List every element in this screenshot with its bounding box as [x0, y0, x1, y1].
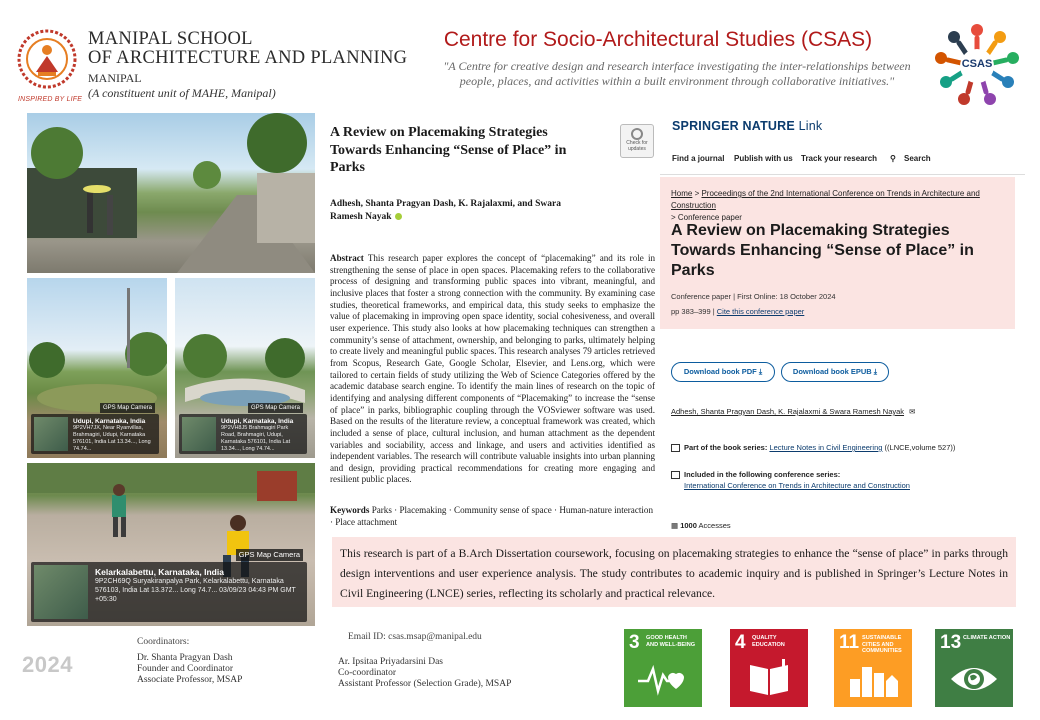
book-icon	[744, 659, 794, 699]
springer-link-page	[660, 112, 1025, 537]
city-icon	[848, 659, 898, 699]
breadcrumb: Home > Proceedings of the 2nd International Conference on Trends in Architecture and Construction > Conference paper	[671, 189, 980, 222]
park-photo-pathway	[27, 113, 315, 273]
gps-text	[95, 568, 303, 604]
accesses-label: Accesses	[698, 521, 731, 530]
download-icon: ⤓	[758, 367, 763, 376]
conference-series-icon	[671, 471, 680, 479]
gps-map-thumbnail	[182, 417, 216, 451]
park-photo-udupi-1	[27, 278, 167, 458]
sdg-number: 3	[629, 632, 640, 653]
meta-pages: pp 383–399 |	[671, 307, 715, 316]
park-photo-kelarkalabettu	[27, 463, 315, 626]
sdg-4-badge	[730, 629, 808, 707]
paper-authors-text: Adhesh, Shanta Pragyan Dash, K. Rajalaxmi, and Swara Ramesh Nayak	[330, 199, 561, 222]
mail-icon[interactable]: ✉	[909, 407, 916, 416]
sdg-3-badge	[624, 629, 702, 707]
gps-badge: GPS Map Camera	[100, 403, 155, 413]
check-updates-label: Check for updates	[626, 140, 648, 152]
breadcrumb-type: Conference paper	[677, 213, 742, 222]
csas-logo-label: CSAS	[961, 58, 993, 70]
coordinators-heading: Coordinators:	[137, 637, 190, 647]
msap-header	[16, 26, 436, 106]
school-name-line-1: MANIPAL SCHOOL	[88, 29, 253, 49]
check-updates-icon	[631, 128, 643, 140]
coordinator-1-role: Founder and Coordinator	[137, 664, 234, 674]
sdg-11-badge	[834, 629, 912, 707]
series-label: Part of the book series:	[684, 443, 768, 452]
search-icon[interactable]: ⚲	[890, 154, 896, 163]
msap-logo-icon	[16, 28, 78, 90]
pathway-scene	[27, 113, 315, 273]
breadcrumb-home[interactable]: Home	[671, 189, 693, 198]
series-link[interactable]: Lecture Notes in Civil Engineering	[769, 443, 883, 452]
sdg-label: QUALITY EDUCATION	[752, 635, 785, 648]
year-label: 2024	[22, 652, 73, 677]
coordinator-2-role: Co-coordinator	[338, 668, 397, 678]
sdg-number: 13	[940, 632, 962, 653]
gps-details: 9P2VH7JX, Near Ryanvillas, Brahmagiri, Udupi, Karnataka 576101, India Lat 13.34..., Long 74.74...	[73, 425, 151, 452]
springer-logo-bold: SPRINGER NATURE	[672, 119, 795, 133]
keywords-text: Parks · Placemaking · Community sense of space · Human-nature interaction · Place attachment	[330, 505, 654, 527]
springer-logo[interactable]	[672, 119, 822, 133]
breadcrumb-proceedings[interactable]: Proceedings of the 2nd International Conference on Trends in Architecture and Construction	[671, 189, 980, 210]
gps-card	[31, 550, 307, 622]
gps-map-thumbnail	[34, 417, 68, 451]
centre-title: Centre for Socio-Architectural Studies (CSAS)	[443, 28, 873, 51]
book-series-icon	[671, 444, 680, 452]
download-icon: ⤓	[873, 367, 878, 376]
coordinator-2	[338, 657, 511, 690]
springer-logo-light: Link	[798, 119, 823, 133]
orcid-icon	[395, 213, 402, 220]
sdg-label: GOOD HEALTH AND WELL-BEING	[646, 635, 696, 648]
heartbeat-icon	[638, 659, 688, 699]
gps-place: Udupi, Karnataka, India	[73, 418, 146, 425]
conf-link[interactable]: International Conference on Trends in Architecture and Construction	[684, 481, 910, 490]
download-pdf-label: Download book PDF	[683, 367, 757, 376]
paper-title: A Review on Placemaking Strategies Towards Enhancing “Sense of Place” in Parks	[330, 125, 567, 175]
springer-authors-text[interactable]: Adhesh, Shanta Pragyan Dash, K. Rajalaxmi & Swara Ramesh Nayak	[671, 407, 905, 416]
conference-series	[671, 469, 1016, 491]
sdg-number: 11	[839, 632, 860, 653]
paper-first-page	[330, 118, 655, 538]
gps-text	[221, 418, 303, 453]
school-city: MANIPAL	[88, 71, 142, 85]
paper-keywords	[330, 504, 655, 528]
paper-authors	[330, 198, 590, 224]
gps-map-thumbnail	[34, 565, 88, 619]
coordinator-2-name: Ar. Ipsitaa Priyadarsini Das	[338, 657, 444, 667]
gps-place: Udupi, Karnataka, India	[221, 418, 294, 425]
centre-quote: "A Centre for creative design and research interface investigating the inter-relationships between people, places, and activities within a built environment through collaborative initiatives."	[443, 59, 911, 88]
gps-card	[179, 405, 307, 454]
school-name	[88, 30, 407, 68]
article-title: A Review on Placemaking Strategies Towards Enhancing “Sense of Place” in Parks	[671, 222, 974, 279]
logo-tagline: INSPIRED BY LIFE	[18, 96, 83, 103]
nav-publish[interactable]: Publish with us	[734, 154, 793, 163]
cite-link[interactable]: Cite this conference paper	[716, 307, 805, 316]
coordinator-1-title: Associate Professor, MSAP	[137, 675, 243, 685]
gps-place: Kelarkalabettu, Karnataka, India	[95, 567, 224, 577]
nav-track-research[interactable]: Track your research	[801, 154, 878, 163]
download-pdf-button[interactable]	[671, 362, 775, 382]
gps-badge: GPS Map Camera	[236, 549, 303, 561]
keywords-label: Keywords	[330, 505, 370, 515]
nav-find-journal[interactable]: Find a journal	[672, 154, 725, 163]
book-series	[671, 442, 1016, 453]
paper-abstract	[330, 253, 655, 486]
gps-text	[73, 418, 155, 453]
accesses-metric	[671, 521, 731, 530]
article-meta	[671, 289, 836, 319]
gps-badge: GPS Map Camera	[248, 403, 303, 413]
gps-card	[31, 405, 159, 454]
springer-authors[interactable]	[671, 407, 1016, 416]
chart-icon: ▦	[671, 521, 679, 530]
conf-label: Included in the following conference series:	[684, 470, 841, 479]
accesses-count: 1000	[680, 521, 697, 530]
gps-details: 9P2CH69Q Suryakiranpalya Park, Kelarkalabettu, Karnataka 576103, India Lat 13.372... Long 74.7... 03/09/23 04:43 PM GMT +05:30	[95, 578, 296, 603]
sdg-label: CLIMATE ACTION	[963, 635, 1011, 641]
sdg-13-badge	[935, 629, 1013, 707]
coordinator-1-name: Dr. Shanta Pragyan Dash	[137, 653, 233, 663]
nav-search[interactable]: Search	[904, 154, 931, 163]
contact-email: Email ID: csas.msap@manipal.edu	[348, 632, 482, 642]
sdg-number: 4	[735, 632, 746, 653]
gps-details: 9P2VH8J5 Brahmagiri Park Road, Brahmagiri, Udupi, Karnataka 576101, India Lat 13.34..., Long 74.74...	[221, 425, 291, 452]
download-epub-button[interactable]	[781, 362, 889, 382]
nav-divider	[660, 174, 1025, 175]
article-header-panel	[660, 177, 1015, 329]
research-note: This research is part of a B.Arch Dissertation coursework, focusing on placemaking strategies to enhance the “sense of place” in parks through design interventions and user experience analysis. The study contributes to academic inquiry and is published in Springer’s Lecture Notes in Civil Engineering (LNCE) series, reflecting its scholarly and practical relevance.	[332, 537, 1016, 607]
sdg-label: SUSTAINABLE CITIES AND COMMUNITIES	[862, 635, 902, 654]
check-for-updates-badge[interactable]	[620, 124, 654, 158]
eye-globe-icon	[949, 659, 999, 699]
coordinator-2-title: Assistant Professor (Selection Grade), MSAP	[338, 679, 512, 689]
series-tail: ((LNCE,volume 527))	[884, 443, 956, 452]
park-photo-udupi-2	[175, 278, 315, 458]
download-epub-label: Download book EPUB	[792, 367, 872, 376]
meta-line-1: Conference paper | First Online: 18 October 2024	[671, 292, 836, 301]
abstract-text: This research paper explores the concept of “placemaking” and its role in strengthening the sense of place in open spaces. Placemaking refers to the collaborative process of designing and transforming public spaces into vibrant, meaningful, and inclusive places that foster a strong connection with the community. By examining case studies, theoretical frameworks, and empirical data, this study seeks to emphasize the value of placemaking in improving open space identity, social cohesiveness, and overall user experience. This study also looks at how placemaking techniques can strengthen a community’s sense of attachment, ownership, and belonging to parks, ultimately helping to create lively and meaningful public spaces. This research analyses 79 articles retrieved from Scopus, Research Gate, Google Scholar, Elsevier, and Lens.org, which were tailored to certain fields of study utilizing the Web of Science Categories offered by the academic database search engine. To identify the main lines of research on the topic of identifying and analysing different components of “Placemaking” to increase the “sense of place” in parks, bibliographic coupling through the VOSviewer software was used. Based on the results of the literature review, a conceptual framework was created, which included a sense of place, cultural inclusion, and human attachment as the dependent variables and sociability, access and linkage, and users and activities identified as independent variables. The research will contribute valuable insights into urban planning and design, providing practical recommendations for creating more engaging and resilient public places.	[330, 253, 656, 485]
school-name-line-2: OF ARCHITECTURE AND PLANNING	[88, 48, 408, 68]
school-unit: (A constituent unit of MAHE, Manipal)	[88, 86, 276, 100]
coordinator-1	[137, 653, 242, 686]
abstract-label: Abstract	[330, 253, 364, 263]
